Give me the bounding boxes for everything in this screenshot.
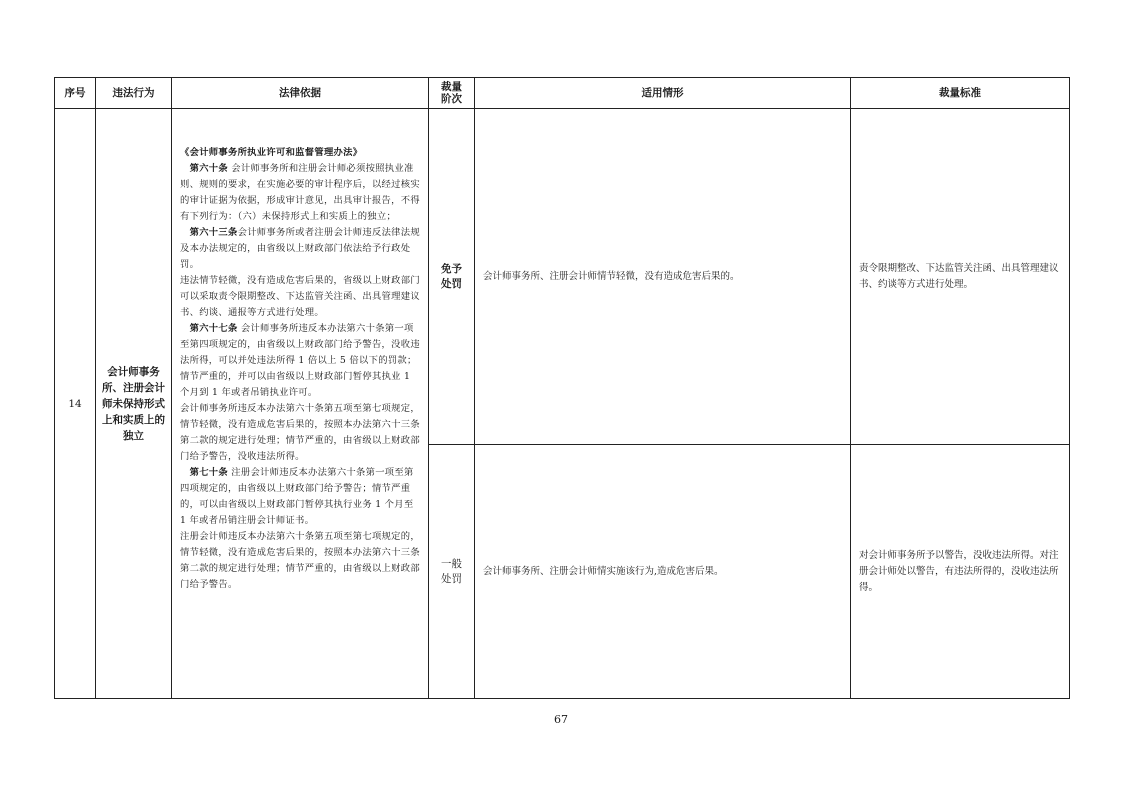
table-row xyxy=(55,109,1070,445)
header-act: 违法行为 xyxy=(96,78,172,109)
penalty-standard-table xyxy=(54,77,1070,699)
situation-general: 会计师事务所、注册会计师情实施该行为,造成危害后果。 xyxy=(475,445,851,699)
law-article-70-text: 注册会计师违反本办法第六十条第一项至第四项规定的，由省级以上财政部门给予警告；情节严重的，可以由省级以上财政部门暂停其执行业务 1 个月至 1 年或者吊销注册会计师证书。 注册会计师违反本办法第六十条第五项至第七项规定的，情节轻微，没有造成危害后果的，按照本办法第六十三条第二款的规定进行处理；情节严重的，由省级以上财政部门给予警告。 xyxy=(180,467,420,590)
law-article-63-text: 会计师事务所或者注册会计师违反法律法规及本办法规定的，由省级以上财政部门依法给予行政处罚。 违法情节轻微，没有造成危害后果的，省级以上财政部门可以采取责令限期整改、下达监管关注函、出具管理建议书、约谈、通报等方式进行处理。 xyxy=(180,227,420,318)
law-article-67-text: 会计师事务所违反本办法第六十条第一项至第四项规定的，由省级以上财政部门给予警告，没收违法所得，可以并处违法所得 1 倍以上 5 倍以下的罚款；情节严重的，并可以由省级以上财政部门暂停其执业 1 个月到 1 年或者吊销执业许可。 会计师事务所违反本办法第六十条第五项至第七项规定，情节轻微，没有造成危害后果的，按照本办法第六十三条第二款的规定进行处理；情节严重的，由省级以上财政部门给予警告，没收违法所得。 xyxy=(180,323,420,462)
row-legal-basis xyxy=(172,109,429,699)
standard-exempt: 责令限期整改、下达监管关注函、出具管理建议书、约谈等方式进行处理。 xyxy=(851,109,1070,445)
level-general: 一般处罚 xyxy=(429,445,475,699)
law-paragraph-4 xyxy=(180,465,422,593)
row-violation: 会计师事务所、注册会计师未保持形式上和实质上的独立 xyxy=(96,109,172,699)
header-standard: 裁量标准 xyxy=(851,78,1070,109)
header-law: 法律依据 xyxy=(172,78,429,109)
law-article-70: 第七十条 xyxy=(189,467,228,478)
law-article-60: 第六十条 xyxy=(189,163,228,174)
standard-general: 对会计师事务所予以警告，没收违法所得。对注册会计师处以警告，有违法所得的，没收违法所得。 xyxy=(851,445,1070,699)
law-title: 《会计师事务所执业许可和监督管理办法》 xyxy=(180,147,363,158)
page-number: 67 xyxy=(554,713,568,726)
header-situation: 适用情形 xyxy=(475,78,851,109)
row-seq: 14 xyxy=(55,109,96,699)
law-paragraph-2 xyxy=(180,225,422,321)
law-paragraph-1 xyxy=(180,161,422,225)
law-article-60-text: 会计师事务所和注册会计师必须按照执业准则、规则的要求，在实施必要的审计程序后，以经过核实的审计证据为依据，形成审计意见，出具审计报告，不得有下列行为：（六）未保持形式上和实质上的独立； xyxy=(180,163,420,222)
law-paragraph-3 xyxy=(180,321,422,465)
header-level: 裁量 阶次 xyxy=(429,78,475,109)
situation-exempt: 会计师事务所、注册会计师情节轻微，没有造成危害后果的。 xyxy=(475,109,851,445)
table-header-row xyxy=(55,78,1070,109)
header-seq: 序号 xyxy=(55,78,96,109)
law-article-67: 第六十七条 xyxy=(189,323,238,334)
law-article-63: 第六十三条 xyxy=(189,227,238,238)
level-exempt: 免予处罚 xyxy=(429,109,475,445)
